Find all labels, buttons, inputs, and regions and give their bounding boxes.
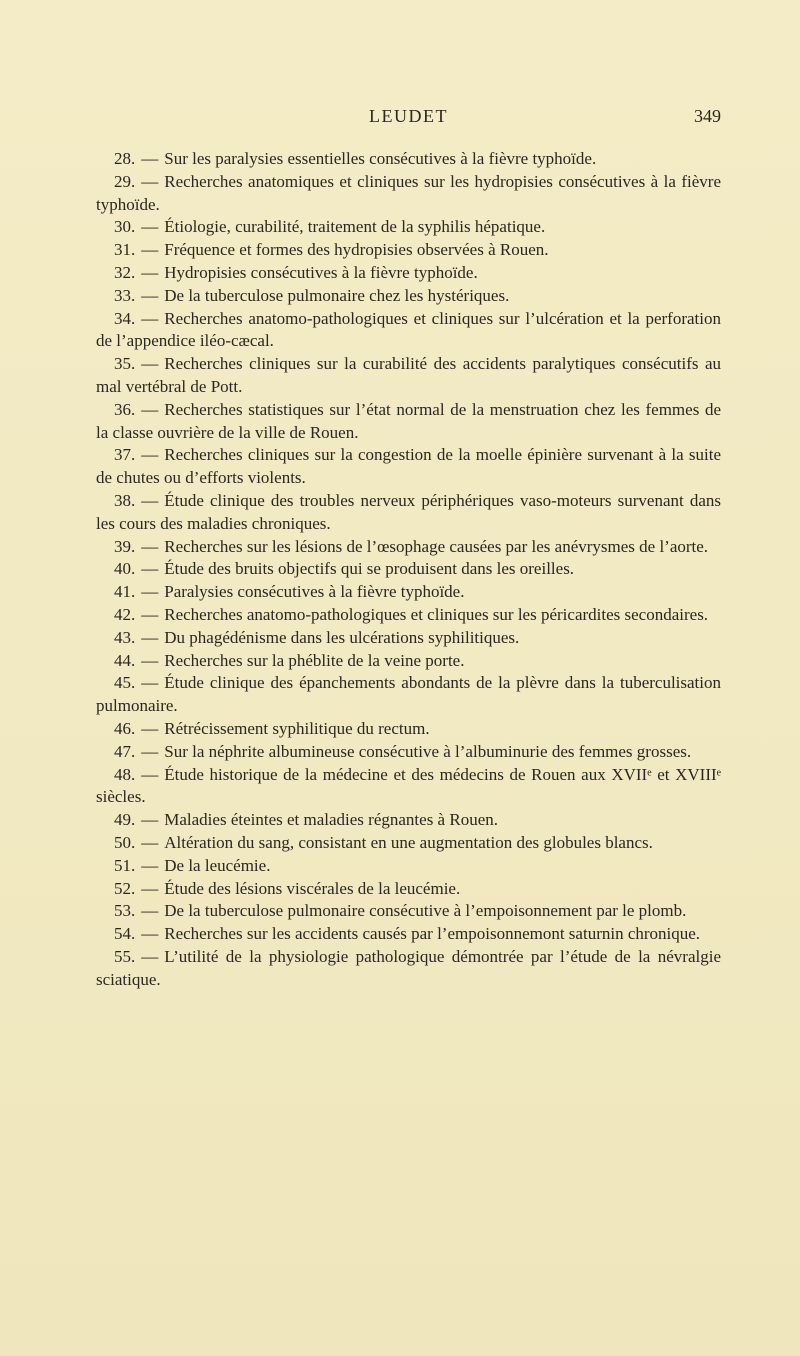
entry-text: Étude clinique des troubles nerveux périphériques vaso-moteurs survenant dans les cours des maladies chroniques.: [96, 490, 721, 533]
entry-text: Fréquence et formes des hydropisies observées à Rouen.: [164, 240, 549, 260]
entry-number: 46.: [114, 718, 136, 738]
entry-text: Recherches anatomiques et cliniques sur les hydropisies consécutives à la fièvre typhoïde.: [96, 171, 721, 214]
entry-number: 37.: [114, 445, 136, 465]
entry-number: 55.: [114, 946, 136, 966]
running-title: LEUDET: [369, 106, 448, 126]
entry-number: 40.: [114, 559, 136, 579]
entry-number: 48.: [114, 764, 136, 784]
entry-text: Sur les paralysies essentielles consécutives à la fièvre typhoïde.: [164, 149, 597, 168]
entry-dash: —: [141, 399, 159, 419]
entry-dash: —: [141, 832, 159, 852]
entry-text: Rétrécissement syphilitique du rectum.: [164, 718, 430, 738]
bibliography-entry: [96, 718, 721, 741]
entry-dash: —: [141, 445, 159, 465]
entry-number: 45.: [114, 673, 136, 693]
bibliography-entry: [96, 239, 721, 262]
entry-number: 28.: [114, 149, 136, 168]
entry-dash: —: [141, 650, 159, 670]
entry-dash: —: [141, 240, 159, 260]
bibliography-entry: [96, 148, 721, 171]
entry-text: De la tuberculose pulmonaire consécutive à l’empoisonnement par le plomb.: [164, 901, 687, 921]
bibliography-entry: [96, 923, 721, 946]
entry-number: 39.: [114, 536, 136, 556]
bibliography-entry: [96, 216, 721, 239]
entry-dash: —: [141, 490, 159, 510]
bibliography-entry: [96, 764, 721, 810]
entry-text: L’utilité de la physiologie pathologique démontrée par l’étude de la névralgie sciatique.: [96, 946, 721, 989]
bibliography-entry: [96, 855, 721, 878]
entry-dash: —: [141, 262, 159, 282]
entry-number: 31.: [114, 240, 136, 260]
entry-text: Paralysies consécutives à la fièvre typhoïde.: [164, 582, 465, 602]
page-number: 349: [694, 106, 721, 126]
entry-text: Étude des lésions viscérales de la leucémie.: [164, 878, 461, 898]
bibliography-entry: [96, 536, 721, 559]
bibliography-entry: [96, 900, 721, 923]
entry-number: 51.: [114, 855, 136, 875]
entry-text: Recherches cliniques sur la congestion de la moelle épinière survenant à la suite de chutes ou d’efforts violents.: [96, 445, 721, 488]
entry-dash: —: [141, 171, 159, 191]
entry-number: 33.: [114, 285, 136, 305]
bibliography-entry: [96, 444, 721, 490]
bibliography-entry: [96, 308, 721, 354]
entry-number: 35.: [114, 354, 136, 374]
entry-dash: —: [141, 559, 159, 579]
entry-dash: —: [141, 627, 159, 647]
bibliography-entry: [96, 171, 721, 217]
entry-number: 29.: [114, 171, 136, 191]
bibliography-entry: [96, 581, 721, 604]
entry-text: Recherches sur les lésions de l’œsophage causées par les anévrysmes de l’aorte.: [164, 536, 709, 556]
bibliography-entry: [96, 558, 721, 581]
entry-dash: —: [141, 604, 159, 624]
entry-text: Étude historique de la médecine et des médecins de Rouen aux XVIIᵉ et XVIIIᵉ siècles.: [96, 764, 721, 807]
bibliography-entry: [96, 832, 721, 855]
entry-dash: —: [141, 718, 159, 738]
bibliography-entry: [96, 490, 721, 536]
entry-text: De la tuberculose pulmonaire chez les hystériques.: [164, 285, 510, 305]
bibliography-entry: [96, 353, 721, 399]
page-header: [96, 106, 721, 130]
entry-dash: —: [141, 855, 159, 875]
entry-number: 30.: [114, 217, 136, 237]
entry-text: Altération du sang, consistant en une augmentation des globules blancs.: [164, 832, 653, 852]
entry-dash: —: [141, 878, 159, 898]
entry-dash: —: [141, 924, 159, 944]
entry-text: Du phagédénisme dans les ulcérations syphilitiques.: [164, 627, 520, 647]
entry-number: 36.: [114, 399, 136, 419]
entry-text: Étiologie, curabilité, traitement de la syphilis hépatique.: [164, 217, 546, 237]
bibliography-entry: [96, 262, 721, 285]
entry-number: 49.: [114, 810, 136, 830]
bibliography-entry: [96, 741, 721, 764]
entry-text: De la leucémie.: [164, 855, 271, 875]
entry-dash: —: [141, 810, 159, 830]
entry-number: 38.: [114, 490, 136, 510]
entry-text: Recherches anatomo-pathologiques et cliniques sur les péricardites secondaires.: [164, 604, 709, 624]
entry-dash: —: [141, 764, 159, 784]
entry-dash: —: [141, 901, 159, 921]
entry-number: 41.: [114, 582, 136, 602]
entry-number: 53.: [114, 901, 136, 921]
entry-number: 32.: [114, 262, 136, 282]
entry-text: Recherches sur la phéblite de la veine porte.: [164, 650, 465, 670]
bibliography-entry: [96, 946, 721, 992]
entry-text: Recherches anatomo-pathologiques et cliniques sur l’ulcération et la perforation de l’appendice iléo-cæcal.: [96, 308, 721, 351]
entry-dash: —: [141, 946, 159, 966]
entry-dash: —: [141, 673, 159, 693]
entry-dash: —: [141, 354, 159, 374]
entry-text: Sur la néphrite albumineuse consécutive à l’albuminurie des femmes grosses.: [164, 741, 692, 761]
entry-dash: —: [141, 308, 159, 328]
entry-dash: —: [141, 536, 159, 556]
entry-number: 43.: [114, 627, 136, 647]
entry-dash: —: [141, 149, 159, 168]
entry-number: 42.: [114, 604, 136, 624]
entry-text: Hydropisies consécutives à la fièvre typhoïde.: [164, 262, 478, 282]
bibliography-entry: [96, 809, 721, 832]
bibliography-entry: [96, 627, 721, 650]
entry-number: 50.: [114, 832, 136, 852]
bibliography-entry: [96, 672, 721, 718]
entry-dash: —: [141, 582, 159, 602]
entry-number: 47.: [114, 741, 136, 761]
entry-text: Étude clinique des épanchements abondants de la plèvre dans la tuberculisation pulmonaire.: [96, 673, 721, 716]
entry-number: 54.: [114, 924, 136, 944]
entry-dash: —: [141, 741, 159, 761]
entry-dash: —: [141, 285, 159, 305]
bibliography-entry: [96, 399, 721, 445]
entry-number: 44.: [114, 650, 136, 670]
entry-number: 52.: [114, 878, 136, 898]
bibliography-entry: [96, 604, 721, 627]
bibliography-entry: [96, 878, 721, 901]
bibliography-entry: [96, 650, 721, 673]
entry-text: Recherches statistiques sur l’état normal de la menstruation chez les femmes de la classe ouvrière de la ville de Rouen.: [96, 399, 721, 442]
entry-text: Étude des bruits objectifs qui se produisent dans les oreilles.: [164, 559, 575, 579]
entry-text: Recherches sur les accidents causés par l’empoisonnemont saturnin chronique.: [164, 924, 701, 944]
entry-text: Maladies éteintes et maladies régnantes à Rouen.: [164, 810, 498, 830]
entry-text: Recherches cliniques sur la curabilité des accidents paralytiques consécutifs au mal vertébral de Pott.: [96, 354, 721, 396]
entry-dash: —: [141, 217, 159, 237]
bibliography-entry: [96, 285, 721, 308]
bibliography-list: [96, 148, 721, 991]
entry-number: 34.: [114, 308, 136, 328]
